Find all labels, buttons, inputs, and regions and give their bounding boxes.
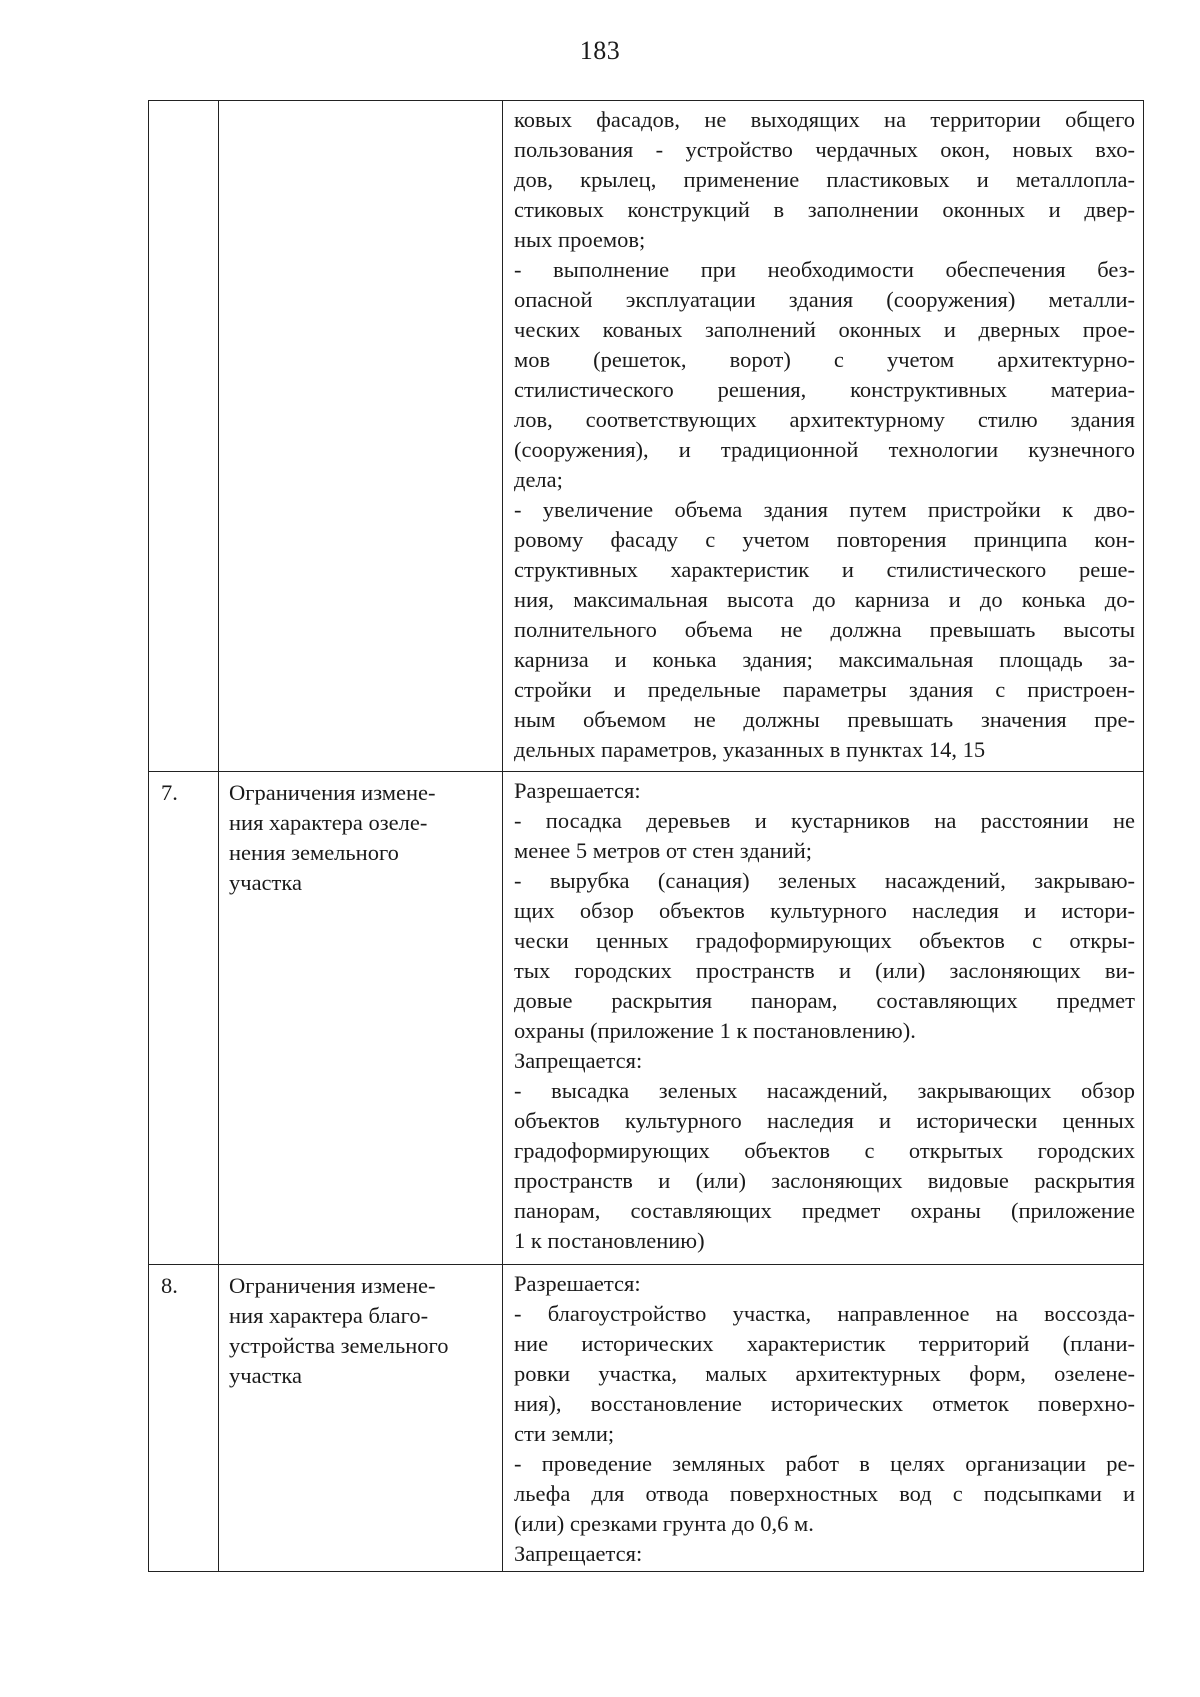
row-name-line: участка <box>229 1363 302 1388</box>
row-description-line: ния), восстановление исторических отметок поверхно- <box>514 1391 1135 1416</box>
row-name-cell <box>219 772 503 1265</box>
row-description-line: Запрещается: <box>514 1048 643 1073</box>
row-description-line: - увеличение объема здания путем пристройки к дво- <box>514 497 1135 522</box>
table-row <box>149 101 1144 772</box>
table-row <box>149 1265 1144 1572</box>
row-description-line: полнительного объема не должна превышать высоты <box>514 617 1135 642</box>
row-description-line: Запрещается: <box>514 1541 643 1566</box>
row-description-line: структивных характеристик и стилистического реше- <box>514 557 1135 582</box>
row-name-line: устройства земельного <box>229 1333 449 1358</box>
row-description-line: - вырубка (санация) зеленых насаждений, закрываю- <box>514 868 1135 893</box>
row-description-cell <box>503 1265 1144 1572</box>
row-description-line: ровки участка, малых архитектурных форм, озелене- <box>514 1361 1135 1386</box>
row-description-line: (сооружения), и традиционной технологии кузнечного <box>514 437 1135 462</box>
row-description-line: сти земли; <box>514 1421 615 1446</box>
row-number-cell <box>149 1265 219 1572</box>
row-description-line: пользования - устройство чердачных окон, новых вхо- <box>514 137 1135 162</box>
table-body <box>149 101 1144 1572</box>
row-description-cell <box>503 101 1144 772</box>
row-description-line: ковых фасадов, не выходящих на территории общего <box>514 107 1135 132</box>
row-description-line: чески ценных градоформирующих объектов с откры- <box>514 928 1135 953</box>
row-description-line: объектов культурного наследия и исторически ценных <box>514 1108 1135 1133</box>
row-description-line: менее 5 метров от стен зданий; <box>514 838 812 863</box>
row-description-line: довые раскрытия панорам, составляющих предмет <box>514 988 1135 1013</box>
regulations-table <box>148 100 1144 1572</box>
row-number-cell <box>149 101 219 772</box>
row-description-line: ровому фасаду с учетом повторения принципа кон- <box>514 527 1135 552</box>
row-description-line: пространств и (или) заслоняющих видовые раскрытия <box>514 1168 1135 1193</box>
row-description-line: панорам, составляющих предмет охраны (приложение <box>514 1198 1135 1223</box>
row-name-line: нения земельного <box>229 840 399 865</box>
row-description-line: мов (решеток, ворот) с учетом архитектурно- <box>514 347 1135 372</box>
row-description-line: 1 к постановлению) <box>514 1228 705 1253</box>
row-description-line: щих обзор объектов культурного наследия и истори- <box>514 898 1135 923</box>
row-name-cell <box>219 1265 503 1572</box>
row-description-line: - высадка зеленых насаждений, закрывающих обзор <box>514 1078 1135 1103</box>
row-description-line: стройки и предельные параметры здания с пристроен- <box>514 677 1135 702</box>
row-description-line: дельных параметров, указанных в пунктах 14, 15 <box>514 737 986 762</box>
page-number: 183 <box>579 36 621 65</box>
row-description-line: - проведение земляных работ в целях организации ре- <box>514 1451 1135 1476</box>
row-description-line: градоформирующих объектов с открытых городских <box>514 1138 1135 1163</box>
row-number: 8. <box>161 1273 178 1298</box>
row-description-line: (или) срезками грунта до 0,6 м. <box>514 1511 814 1536</box>
row-name-line: ния характера благо- <box>229 1303 429 1328</box>
row-description-line: ния, максимальная высота до карниза и до конька до- <box>514 587 1135 612</box>
row-number: 7. <box>161 780 178 805</box>
row-description-line: опасной эксплуатации здания (сооружения) металли- <box>514 287 1135 312</box>
table-row <box>149 772 1144 1265</box>
row-description-line: тых городских пространств и (или) заслоняющих ви- <box>514 958 1135 983</box>
row-name-line: Ограничения измене- <box>229 780 436 805</box>
row-description-line: дела; <box>514 467 563 492</box>
row-description-line: ных проемов; <box>514 227 646 252</box>
row-name-line: ния характера озеле- <box>229 810 428 835</box>
row-description-line: Разрешается: <box>514 778 641 803</box>
row-description-line: - посадка деревьев и кустарников на расстоянии не <box>514 808 1135 833</box>
row-description-line: дов, крылец, применение пластиковых и металлопла- <box>514 167 1135 192</box>
row-number-cell <box>149 772 219 1265</box>
row-description-line: - благоустройство участка, направленное на воссозда- <box>514 1301 1135 1326</box>
row-description-line: Разрешается: <box>514 1271 641 1296</box>
row-description-line: стилистического решения, конструктивных материа- <box>514 377 1135 402</box>
row-description-line: ческих кованых заполнений оконных и дверных прое- <box>514 317 1135 342</box>
row-name-line: участка <box>229 870 302 895</box>
row-description-line: лов, соответствующих архитектурному стилю здания <box>514 407 1135 432</box>
row-description-line: - выполнение при необходимости обеспечения без- <box>514 257 1135 282</box>
row-description-line: стиковых конструкций в заполнении оконных и двер- <box>514 197 1135 222</box>
row-description-line: ным объемом не должны превышать значения пре- <box>514 707 1135 732</box>
row-description-line: ние исторических характеристик территорий (плани- <box>514 1331 1135 1356</box>
row-description-cell <box>503 772 1144 1265</box>
row-name-cell <box>219 101 503 772</box>
row-name-line: Ограничения измене- <box>229 1273 436 1298</box>
row-description-line: охраны (приложение 1 к постановлению). <box>514 1018 916 1043</box>
row-description-line: льефа для отвода поверхностных вод с подсыпками и <box>514 1481 1135 1506</box>
row-description-line: карниза и конька здания; максимальная площадь за- <box>514 647 1135 672</box>
